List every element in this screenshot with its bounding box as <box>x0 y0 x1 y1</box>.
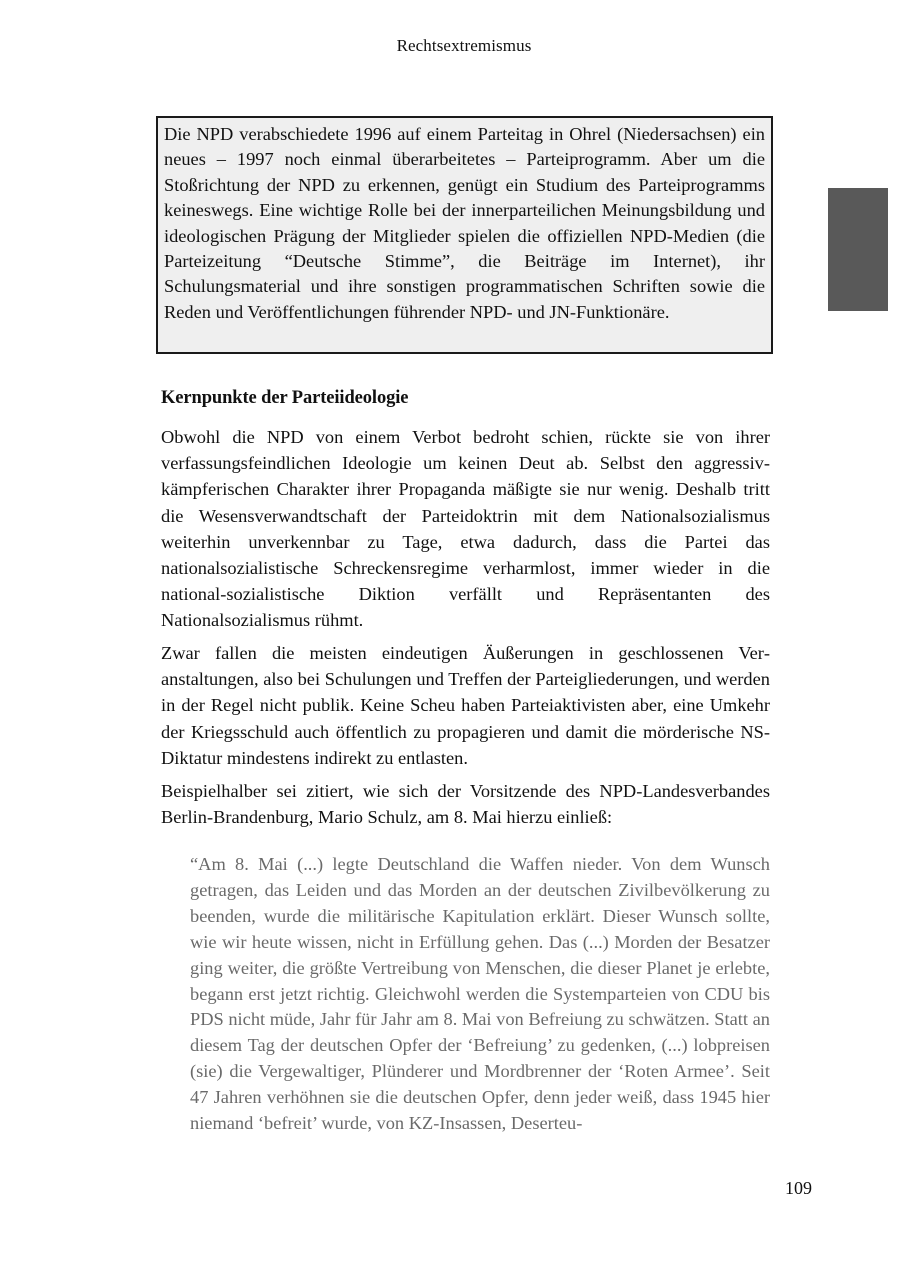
body-paragraph: Obwohl die NPD von einem Verbot bedroht schien, rückte sie von ihrer verfassungsfeindlichen Ideologie um keinen Deut ab. Selbst den aggressiv-kämpferischen Charakter ihrer Propaganda mäßigte sie nur wenig. Deshalb tritt die Wesensverwandtschaft der Parteidoktrin mit dem Nationalsozialismus weiterhin unverkennbar zu Tage, etwa dadurch, dass die Partei das nationalsozialistische Schreckensregime verharmlost, immer wieder in die national-sozialistische Diktion verfällt und Repräsentanten des Nationalsozialismus rühmt. <box>161 427 770 631</box>
section-heading: Kernpunkte der Parteiideologie <box>161 388 409 408</box>
running-head: Rechtsextremismus <box>396 36 532 55</box>
body-paragraph: Zwar fallen die meisten eindeutigen Äußerungen in geschlossenen Veranstaltungen, also bei Schulungen und Treffen der Parteigliederungen, und werden in der Regel nicht publik. Keine Scheu haben Parteiaktivisten aber, eine Umkehr der Kriegsschuld auch öffentlich zu propagieren und damit die mörderische NS-Diktatur mindestens indirekt zu entlasten. <box>161 643 770 768</box>
info-box: Die NPD verabschiedete 1996 auf einem Parteitag in Ohrel (Niedersachsen) ein neues – 1997 noch einmal überarbeitetes – Parteiprogramm. Aber um die Stoßrichtung der NPD zu erkennen, genügt ein Studium des Parteiprogramms keineswegs. Eine wichtige Rolle bei der innerparteilichen Meinungsbildung und ideologischen Prägung der Mitglieder spielen die offiziellen NPD-Medien (die Parteizeitung “Deutsche Stimme”, die Beiträge im Internet), ihr Schulungsmaterial und ihre sonstigen programmatischen Schriften sowie die Reden und Veröffentlichungen führender NPD- und JN-Funktionäre. <box>156 116 773 354</box>
block-quote: “Am 8. Mai (...) legte Deutschland die Waffen nieder. Von dem Wunsch getragen, das Leiden und das Morden an der deutschen Zivilbevölkerung zu beenden, wurde die militärische Kapitulation erklärt. Dieser Wunsch sollte, wie wir heute wissen, nicht in Erfüllung gehen. Das (...) Morden der Besatzer ging weiter, die größte Vertreibung von Menschen, die dieser Planet je erlebte, begann erst jetzt richtig. Gleichwohl werden die Systemparteien von CDU bis PDS nicht müde, Jahr für Jahr am 8. Mai von Befreiung zu schwätzen. Statt an diesem Tag der deutschen Opfer der ‘Befreiung’ zu gedenken, (...) lobpreisen (sie) die Vergewaltiger, Plünderer und Mordbrenner der ‘Roten Armee’. Seit 47 Jahren verhöhnen sie die deutschen Opfer, denn jeder weiß, dass 1945 hier niemand ‘befreit’ wurde, von KZ-Insassen, Deserteu- <box>190 854 770 1134</box>
page-number: 109 <box>785 1178 812 1198</box>
body-paragraph: Beispielhalber sei zitiert, wie sich der Vorsitzende des NPD-Landesverbandes Berlin-Brandenburg, Mario Schulz, am 8. Mai hierzu einließ: <box>161 781 770 828</box>
chapter-thumb-tab <box>828 188 888 311</box>
